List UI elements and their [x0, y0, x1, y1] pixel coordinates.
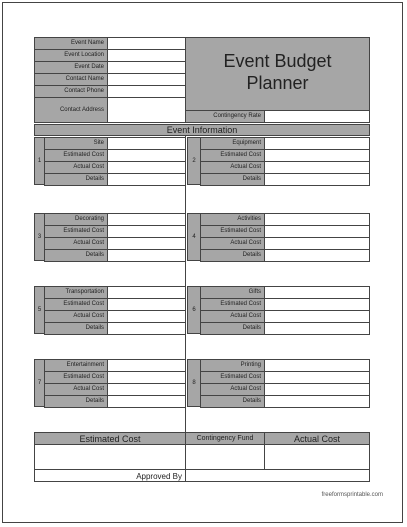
section-3-actual-label: Actual Cost	[44, 237, 108, 250]
section-2-cost-label: Estimated Cost	[200, 149, 265, 162]
footer-brand: freeformsprintable.com	[321, 492, 383, 498]
section-2-actual-label: Actual Cost	[200, 161, 265, 174]
section-2-details-field[interactable]	[264, 173, 370, 186]
section-5-details-label: Details	[44, 322, 108, 335]
section-8-cost-label: Estimated Cost	[200, 371, 265, 384]
section-5-cost-label: Estimated Cost	[44, 298, 108, 311]
title-line-2: Planner	[246, 73, 309, 93]
section-6-actual-label: Actual Cost	[200, 310, 265, 323]
event-information-heading: Event Information	[34, 124, 370, 136]
contact-address-label: Contact Address	[34, 97, 108, 123]
event-date-label: Event Date	[34, 61, 108, 74]
section-1-actual-label: Actual Cost	[44, 161, 108, 174]
section-8-details-label: Details	[200, 395, 265, 408]
section-4-details-label: Details	[200, 249, 265, 262]
estimated-cost-total-heading: Estimated Cost	[34, 432, 186, 445]
section-8-number: 8	[187, 359, 201, 407]
budget-planner-sheet	[2, 2, 403, 523]
section-4-details-field[interactable]	[264, 249, 370, 262]
contact-address-field[interactable]	[107, 97, 186, 123]
section-5-details-field[interactable]	[107, 322, 186, 335]
contingency-rate-field[interactable]	[264, 110, 370, 123]
section-4-name-label: Activities	[200, 213, 265, 226]
section-1-number: 1	[34, 137, 45, 185]
section-5-actual-label: Actual Cost	[44, 310, 108, 323]
title-block	[185, 37, 370, 111]
event-location-label: Event Location	[34, 49, 108, 62]
section-8-actual-label: Actual Cost	[200, 383, 265, 396]
section-1-details-label: Details	[44, 173, 108, 186]
section-4-actual-label: Actual Cost	[200, 237, 265, 250]
section-6-number: 6	[187, 286, 201, 334]
section-6-name-label: Gifts	[200, 286, 265, 299]
section-7-actual-label: Actual Cost	[44, 383, 108, 396]
section-3-details-field[interactable]	[107, 249, 186, 262]
actual-cost-total-heading: Actual Cost	[264, 432, 370, 445]
section-7-details-label: Details	[44, 395, 108, 408]
section-2-details-label: Details	[200, 173, 265, 186]
section-7-details-field[interactable]	[107, 395, 186, 408]
section-3-name-label: Decorating	[44, 213, 108, 226]
section-8-name-label: Printing	[200, 359, 265, 372]
section-2-name-label: Equipment	[200, 137, 265, 150]
section-2-number: 2	[187, 137, 201, 185]
section-3-number: 3	[34, 213, 45, 261]
section-5-name-label: Transportation	[44, 286, 108, 299]
section-3-details-label: Details	[44, 249, 108, 262]
contact-phone-label: Contact Phone	[34, 85, 108, 98]
section-8-details-field[interactable]	[264, 395, 370, 408]
section-4-number: 4	[187, 213, 201, 261]
contact-name-label: Contact Name	[34, 73, 108, 86]
section-5-number: 5	[34, 286, 45, 334]
estimated-cost-total-field[interactable]	[34, 444, 186, 470]
contingency-rate-label: Contingency Rate	[185, 110, 265, 123]
section-1-details-field[interactable]	[107, 173, 186, 186]
contingency-fund-total-heading: Contingency Fund	[185, 432, 265, 445]
actual-cost-total-field[interactable]	[264, 444, 370, 470]
section-7-cost-label: Estimated Cost	[44, 371, 108, 384]
title-line-1: Event Budget	[223, 51, 332, 71]
section-1-name-label: Site	[44, 137, 108, 150]
section-6-details-label: Details	[200, 322, 265, 335]
section-1-cost-label: Estimated Cost	[44, 149, 108, 162]
section-7-name-label: Entertainment	[44, 359, 108, 372]
section-6-cost-label: Estimated Cost	[200, 298, 265, 311]
event-name-label: Event Name	[34, 37, 108, 50]
contingency-fund-total-field[interactable]	[185, 444, 265, 470]
approved-by-label: Approved By	[34, 469, 186, 482]
section-7-number: 7	[34, 359, 45, 407]
section-4-cost-label: Estimated Cost	[200, 225, 265, 238]
section-3-cost-label: Estimated Cost	[44, 225, 108, 238]
approved-by-field[interactable]	[185, 469, 370, 482]
section-6-details-field[interactable]	[264, 322, 370, 335]
